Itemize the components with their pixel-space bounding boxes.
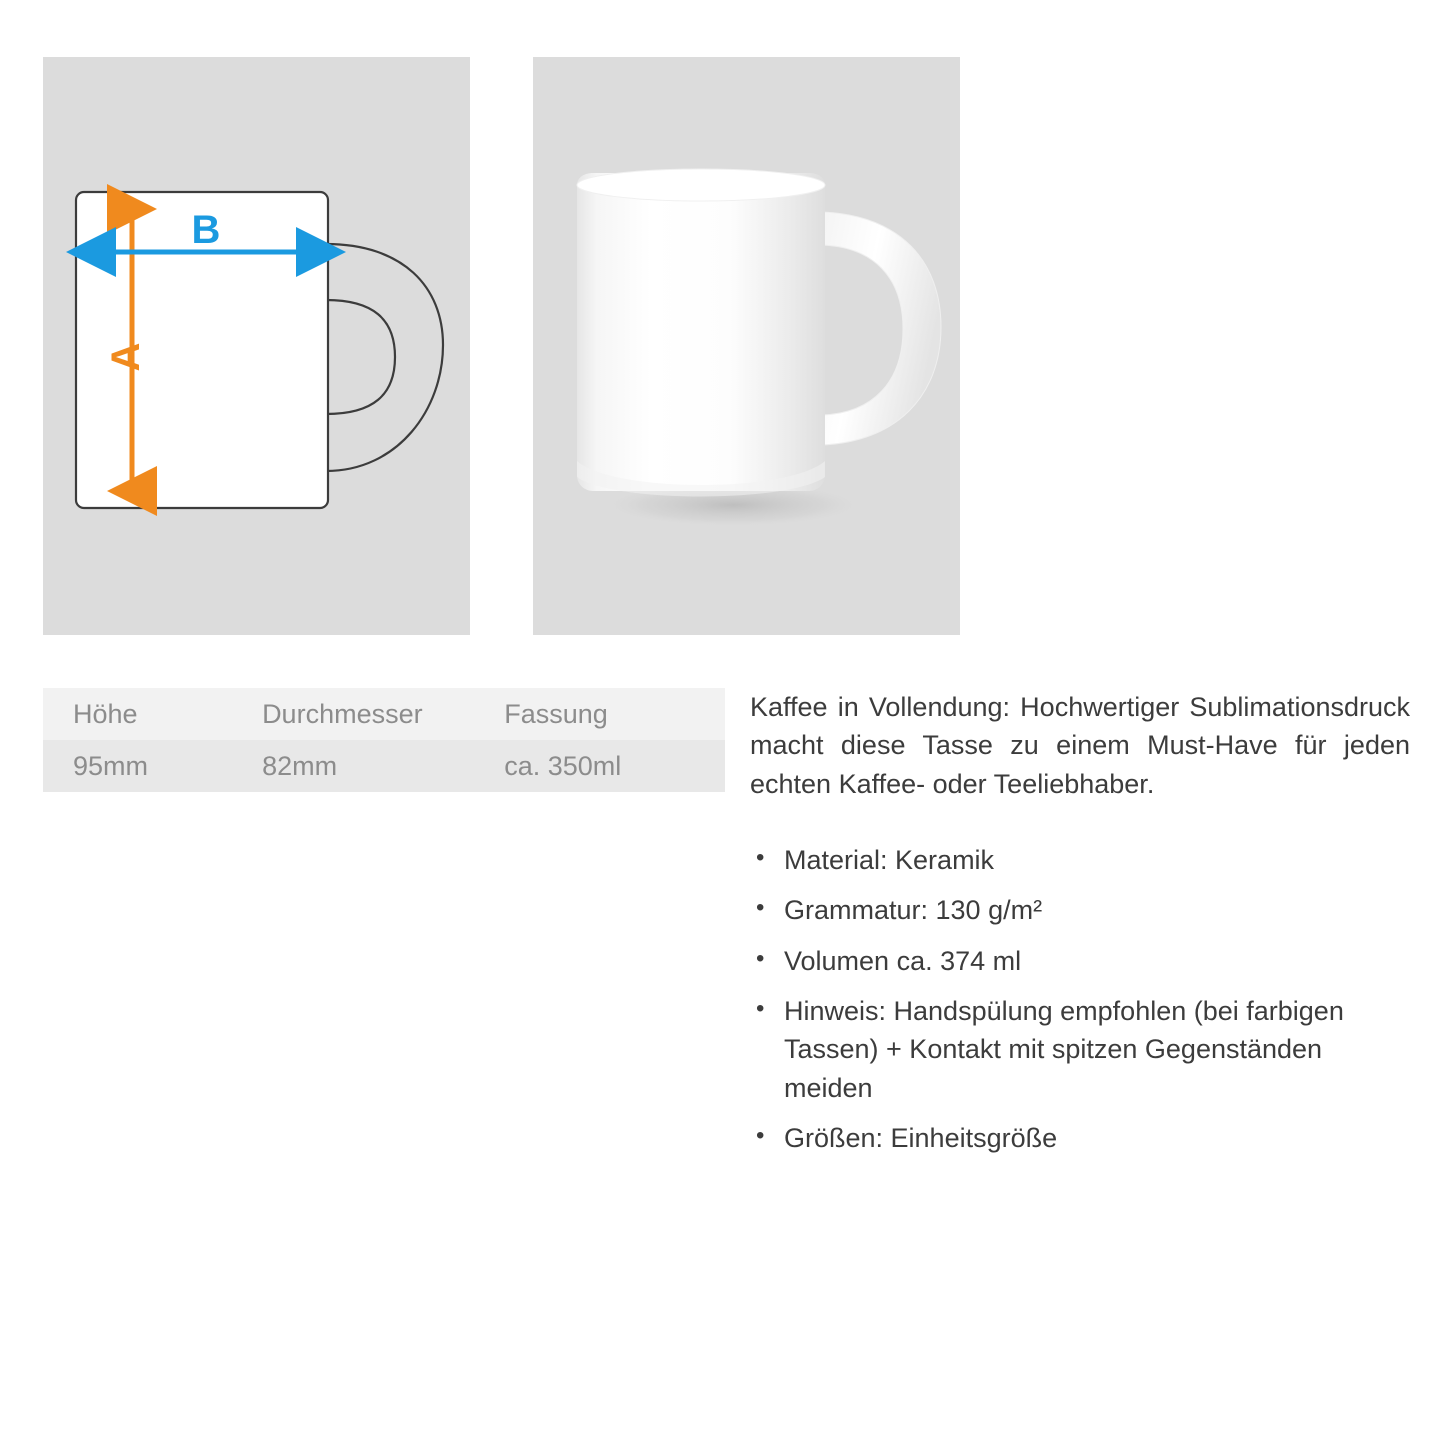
list-item: • Hinweis: Handspülung empfohlen (bei farbigen Tassen) + Kontakt mit spitzen Gegenständen meiden	[750, 992, 1410, 1107]
svg-text:B: B	[191, 208, 221, 252]
list-item: • Größen: Einheitsgröße	[750, 1119, 1410, 1157]
mug-dimension-diagram-panel	[43, 57, 470, 635]
mug-product-photo-panel	[533, 57, 960, 635]
description-intro: Kaffee in Vollendung: Hochwertiger Sublimationsdruck macht diese Tasse zu einem Must-Have für jeden echten Kaffee- oder Teeliebhaber.	[750, 692, 1410, 799]
feature-list	[750, 841, 1410, 1157]
product-description	[750, 688, 1410, 1169]
spec-header-capacity: Fassung	[504, 688, 725, 740]
list-item: • Volumen ca. 374 ml	[750, 942, 1410, 980]
spec-header-height: Höhe	[43, 688, 262, 740]
mug-dimension-diagram-svg	[43, 57, 470, 635]
spec-value-diameter: 82mm	[262, 740, 504, 792]
list-item: • Grammatur: 130 g/m²	[750, 891, 1410, 929]
svg-text:A: A	[104, 342, 148, 372]
mug-product-photo-svg	[533, 57, 960, 635]
spec-table	[43, 688, 725, 792]
spec-table-value-row	[43, 740, 725, 792]
spec-table-header-row	[43, 688, 725, 740]
spec-value-capacity: ca. 350ml	[504, 740, 725, 792]
product-image-panels	[0, 0, 1445, 660]
list-item: • Material: Keramik	[750, 841, 1410, 879]
spec-value-height: 95mm	[43, 740, 262, 792]
spec-header-diameter: Durchmesser	[262, 688, 504, 740]
